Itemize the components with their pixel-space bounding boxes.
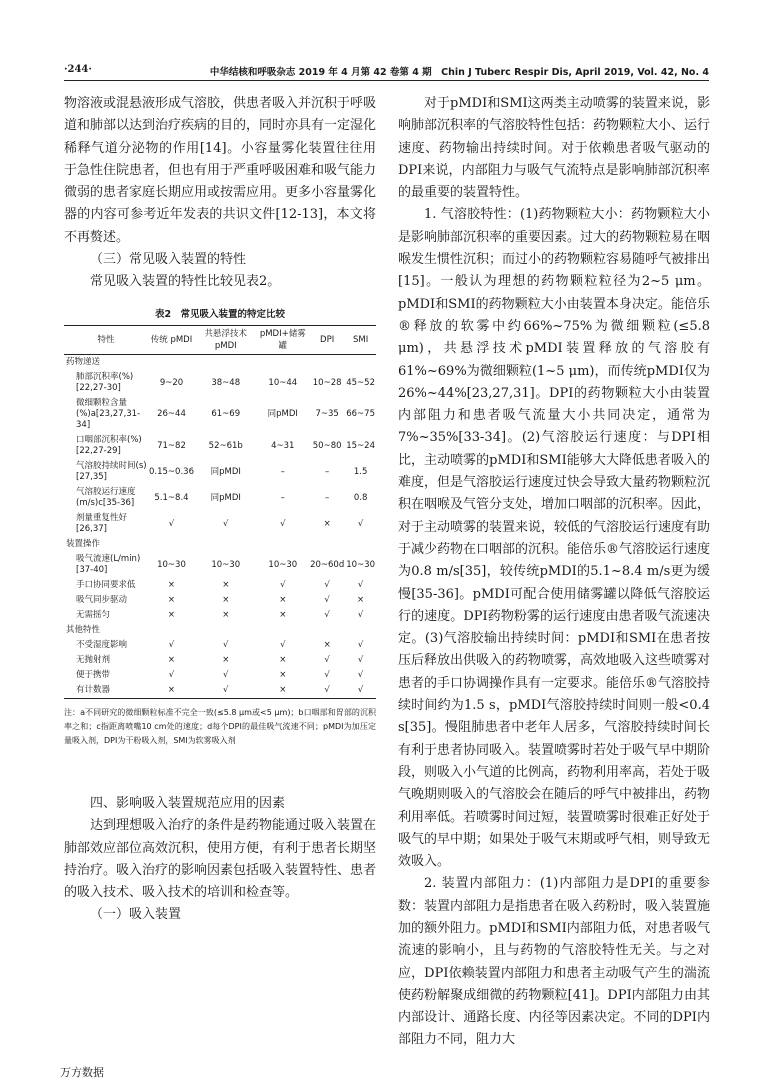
- table-row: [64, 459, 376, 485]
- table-cell: √: [324, 610, 330, 620]
- table-title: 表2 常见吸入装置的特定比较: [154, 309, 286, 320]
- table-cell: 0.15~0.36: [149, 466, 194, 477]
- table-cell: √: [223, 670, 229, 680]
- table-row: [64, 638, 376, 653]
- table-cell: ×: [279, 610, 287, 620]
- paragraph: （一）吸入装置: [90, 907, 182, 923]
- table-cell: ×: [222, 580, 230, 590]
- table-cell: 0.8: [353, 492, 368, 503]
- table-note: 注：a不同研究的微细颗粒标准不完全一致(≤5.8 μm或<5 μm)；b口咽部和胃部的沉积率之和；c指距离喷嘴10 cm处的速度；d每个DPI的最佳吸气流速不同；pMDI为加压定量吸入剂，DPI为干粉吸入剂，SMI为软雾吸入剂: [64, 708, 376, 745]
- table-cell: –: [280, 492, 285, 503]
- paragraph: 四、影响吸入装置规范应用的因素: [90, 796, 286, 811]
- table-cell: ×: [279, 655, 287, 665]
- table-cell: √: [280, 580, 286, 590]
- table-cell: √: [357, 580, 364, 590]
- table-cell: 10~30: [157, 559, 186, 570]
- table-cell: ×: [279, 685, 287, 695]
- table-cell: ×: [167, 655, 176, 665]
- paragraph: 1. 气溶胶特性：(1)药物颗粒大小：药物颗粒大小是影响肺部沉积率的重要因素。过大的药物颗粒易在咽喉发生惯性沉积；而过小的药物颗粒容易随呼气被排出[15]。一般认为理想的药物颗粒粒径为2~5 μm。pMDI和SMI的药物颗粒大小由装置本身决定。能倍乐®释放的软雾中约66%~75%为微细颗粒(≤5.8 μm)，共悬浮技术pMDI装置释放的气溶胶有61%~69%为微细颗粒(1~5 μm)，而传统pMDI仅为26%~44%[23,27,31]。DPI的药物颗粒大小由装置内部阻力和患者吸气流量大小共同决定，通常为7%~35%[33-34]。(2)气溶胶运行速度：与DPI相比，主动喷雾的pMDI和SMI能够大大降低患者吸入的难度，但是气溶胶运行速度过快会导致大量药物颗粒沉积在咽喉及气管分支处，增加口咽部的沉积率。因此，对于主动喷雾的装置来说，较低的气溶胶运行速度有助于减少药物在口咽部的沉积。能倍乐®气溶胶运行速度为0.8 m/s[35]，较传统pMDI的5.1~8.4 m/s更为缓慢[35-36]。pMDI可配合使用储雾罐以降低气溶胶运行的速度。DPI药物粉雾的运行速度由患者吸气流速决定。(3)气溶胶输出持续时间：pMDI和SMI在患者按压后释放出供吸入的药物喷雾，高效地吸入这些喷雾对患者的手口协调操作具有一定要求。能倍乐®气溶胶持续时间约为1.5 s，pMDI气溶胶持续时间则一般<0.4 s[35]。慢阻肺患者中老年人居多，气溶胶持续时间长有利于患者协同吸入。装置喷雾时若处于吸气早中期阶段，则吸入小气道的比例高，药物利用率高，若处于吸气晚期则吸入的气溶胶会在随后的呼气中被排出，药物利用率低。若喷雾时间过短，装置喷雾时很难正好处于吸气的早中期；如果处于吸气末期或呼气相，则导致无效吸入。: [398, 207, 711, 870]
- table-row: [64, 485, 376, 511]
- table-row: [64, 653, 376, 668]
- table-cell: ×: [357, 595, 365, 605]
- table-cell: ×: [279, 670, 287, 680]
- table-cell: √: [357, 670, 364, 680]
- table-cell: 同pMDI: [210, 492, 241, 503]
- table-cell: 10~30: [211, 559, 241, 570]
- row-label: 不受湿度影响: [76, 640, 128, 650]
- table-cell: 5.1~8.4: [154, 492, 189, 503]
- table-cell: 7~35: [315, 409, 339, 419]
- row-label: 无需摇匀: [76, 610, 111, 620]
- table-row: [64, 683, 376, 699]
- paragraph: 常见吸入装置的特性比较见表2。: [90, 274, 281, 290]
- table-cell: ×: [167, 595, 176, 605]
- paragraph: 对于pMDI和SMI这两类主动喷雾的装置来说，影响肺部沉积率的气溶胶特性包括：药物颗粒大小、运行速度、药物输出持续时间。对于依赖患者吸气驱动的DPI来说，内部阻力与吸气气流特点是影响肺部沉积率的最重要的装置特性。: [398, 96, 711, 201]
- table-row: [64, 593, 376, 608]
- comparison-table: [64, 325, 376, 699]
- table-cell: –: [325, 492, 330, 503]
- table-cell: 26~44: [157, 409, 186, 419]
- table-cell: √: [357, 655, 364, 665]
- table-cell: √: [223, 640, 229, 650]
- table-cell: ×: [167, 580, 176, 590]
- table-cell: 10~30: [346, 559, 375, 570]
- table-cell: √: [223, 518, 229, 529]
- paragraph: 物溶液或混悬液形成气溶胶，供患者吸入并沉积于呼吸道和肺部以达到治疗疾病的目的，同时亦具有一定湿化稀释气道分泌物的作用[14]。小容量雾化装置往往用于急性住院患者，但也有用于严重呼吸困难和吸气能力微弱的患者家庭长期应用或按需应用。更多小容量雾化器的内容可参考近年发表的共识文件[12-13]，本文将不再赘述。: [64, 96, 377, 245]
- group-label: 其他特性: [66, 625, 101, 635]
- table-cell: 9~20: [159, 377, 184, 388]
- table-cell: 45~52: [346, 377, 375, 388]
- table-cell: √: [357, 610, 364, 620]
- column-header: DPI: [320, 335, 335, 345]
- paragraph: 达到理想吸入治疗的条件是药物能通过吸入装置在肺部效应部位高效沉积，使用方便，有利于患者长期坚持治疗。吸入治疗的影响因素包括吸入装置特性、患者的吸入技术、吸入技术的培训和检查等。: [64, 818, 377, 901]
- table-row: [64, 433, 376, 459]
- table-row: [64, 552, 376, 578]
- table-cell: √: [357, 518, 364, 529]
- table-header-row: [64, 326, 376, 355]
- table-cell: 4~31: [271, 440, 295, 451]
- table-cell: √: [280, 640, 286, 650]
- table-cell: 71~82: [157, 440, 186, 451]
- table-cell: √: [280, 518, 286, 529]
- table-group-row: [64, 355, 376, 371]
- table-cell: 15~24: [346, 440, 375, 451]
- table-cell: √: [324, 670, 330, 680]
- left-column-top: [64, 93, 376, 294]
- table-cell: √: [357, 640, 364, 650]
- table-row: [64, 511, 376, 537]
- row-label: 剂量重复性好[26,37]: [76, 513, 128, 534]
- row-label: 手口协同要求低: [76, 580, 136, 590]
- row-label: 吸气同步驱动: [76, 595, 128, 605]
- table-cell: 61~69: [211, 409, 241, 419]
- table-cell: √: [357, 685, 364, 695]
- table-cell: –: [280, 466, 285, 477]
- row-label: 微细颗粒含量(%)a[23,27,31-34]: [76, 398, 141, 430]
- table-cell: √: [168, 670, 175, 680]
- table-row: [64, 578, 376, 593]
- group-label: 药物递送: [66, 357, 101, 367]
- column-header: SMI: [352, 335, 369, 345]
- paragraph: （三）常见吸入装置的特性: [90, 252, 247, 268]
- header-rule: [64, 80, 709, 81]
- column-header: 传统 pMDI: [150, 335, 193, 345]
- table-cell: 同pMDI: [210, 466, 241, 477]
- table-cell: √: [168, 518, 175, 529]
- row-label: 口咽部沉积率(%)[22,27-29]: [76, 435, 142, 456]
- table-cell: ×: [323, 518, 331, 529]
- table-cell: √: [324, 685, 330, 695]
- table-cell: 10~28: [312, 377, 342, 388]
- table-cell: 20~60d: [310, 559, 345, 570]
- table-cell: √: [168, 640, 175, 650]
- table-row: [64, 608, 376, 623]
- row-label: 便于携带: [76, 670, 111, 680]
- table-cell: 同pMDI: [267, 409, 298, 419]
- table-cell: ×: [323, 640, 331, 650]
- table-cell: √: [324, 580, 330, 590]
- table-cell: 1.5: [353, 466, 368, 477]
- table-cell: 50~80: [312, 440, 342, 451]
- row-label: 有计数器: [76, 685, 111, 695]
- table-cell: ×: [222, 655, 230, 665]
- left-column-bottom: [64, 793, 376, 927]
- table-cell: 10~44: [268, 377, 298, 388]
- table-row: [64, 668, 376, 683]
- table-2: [64, 306, 376, 748]
- table-cell: 10~30: [268, 559, 298, 570]
- table-cell: ×: [222, 610, 230, 620]
- table-cell: √: [324, 595, 330, 605]
- table-cell: 66~75: [346, 409, 375, 419]
- row-label: 吸气流速(L/min)[37-40]: [76, 554, 141, 575]
- watermark: 万方数据: [60, 1066, 104, 1079]
- right-column: [398, 93, 710, 1052]
- table-cell: ×: [167, 610, 176, 620]
- row-label: 气溶胶运行速度(m/s)c[35-36]: [76, 487, 136, 508]
- row-label: 肺部沉积率(%)[22,27-30]: [76, 372, 134, 393]
- table-cell: 38~48: [211, 377, 241, 388]
- table-row: [64, 370, 376, 396]
- table-cell: 52~61b: [208, 440, 243, 451]
- table-cell: √: [324, 655, 330, 665]
- table-cell: √: [223, 685, 229, 695]
- row-label: 气溶胶持续时间(s)[27,35]: [76, 461, 147, 482]
- table-cell: –: [325, 466, 330, 477]
- row-label: 无抛射剂: [76, 655, 111, 665]
- table-cell: ×: [167, 685, 176, 695]
- column-header: 特性: [97, 335, 115, 345]
- journal-header: 中华结核和呼吸杂志 2019 年 4 月第 42 卷第 4 期 Chin J Tuberc Respir Dis, April 2019, Vol. 42, No. 4: [209, 67, 709, 78]
- column-header: 共悬浮技术 pMDI: [204, 329, 247, 351]
- table-row: [64, 396, 376, 433]
- table-cell: ×: [279, 595, 287, 605]
- page-number: ·244·: [64, 64, 92, 75]
- table-group-row: [64, 623, 376, 638]
- paragraph: 2. 装置内部阻力：(1)内部阻力是DPI的重要参数：装置内部阻力是指患者在吸入药粉时，吸入装置施加的额外阻力。pMDI和SMI内部阻力低，对患者吸气流速的影响小，且与药物的气溶胶特性无关。与之对应，DPI依赖装置内部阻力和患者主动吸气产生的湍流使药粉解聚成细微的药物颗粒[41]。DPI内部阻力由其内部设计、通路长度、内径等因素决定。不同的DPI内部阻力不同，阻力大: [398, 876, 711, 1048]
- table-group-row: [64, 537, 376, 552]
- group-label: 装置操作: [66, 539, 101, 549]
- column-header: pMDI+储雾罐: [259, 329, 306, 351]
- table-cell: ×: [222, 595, 230, 605]
